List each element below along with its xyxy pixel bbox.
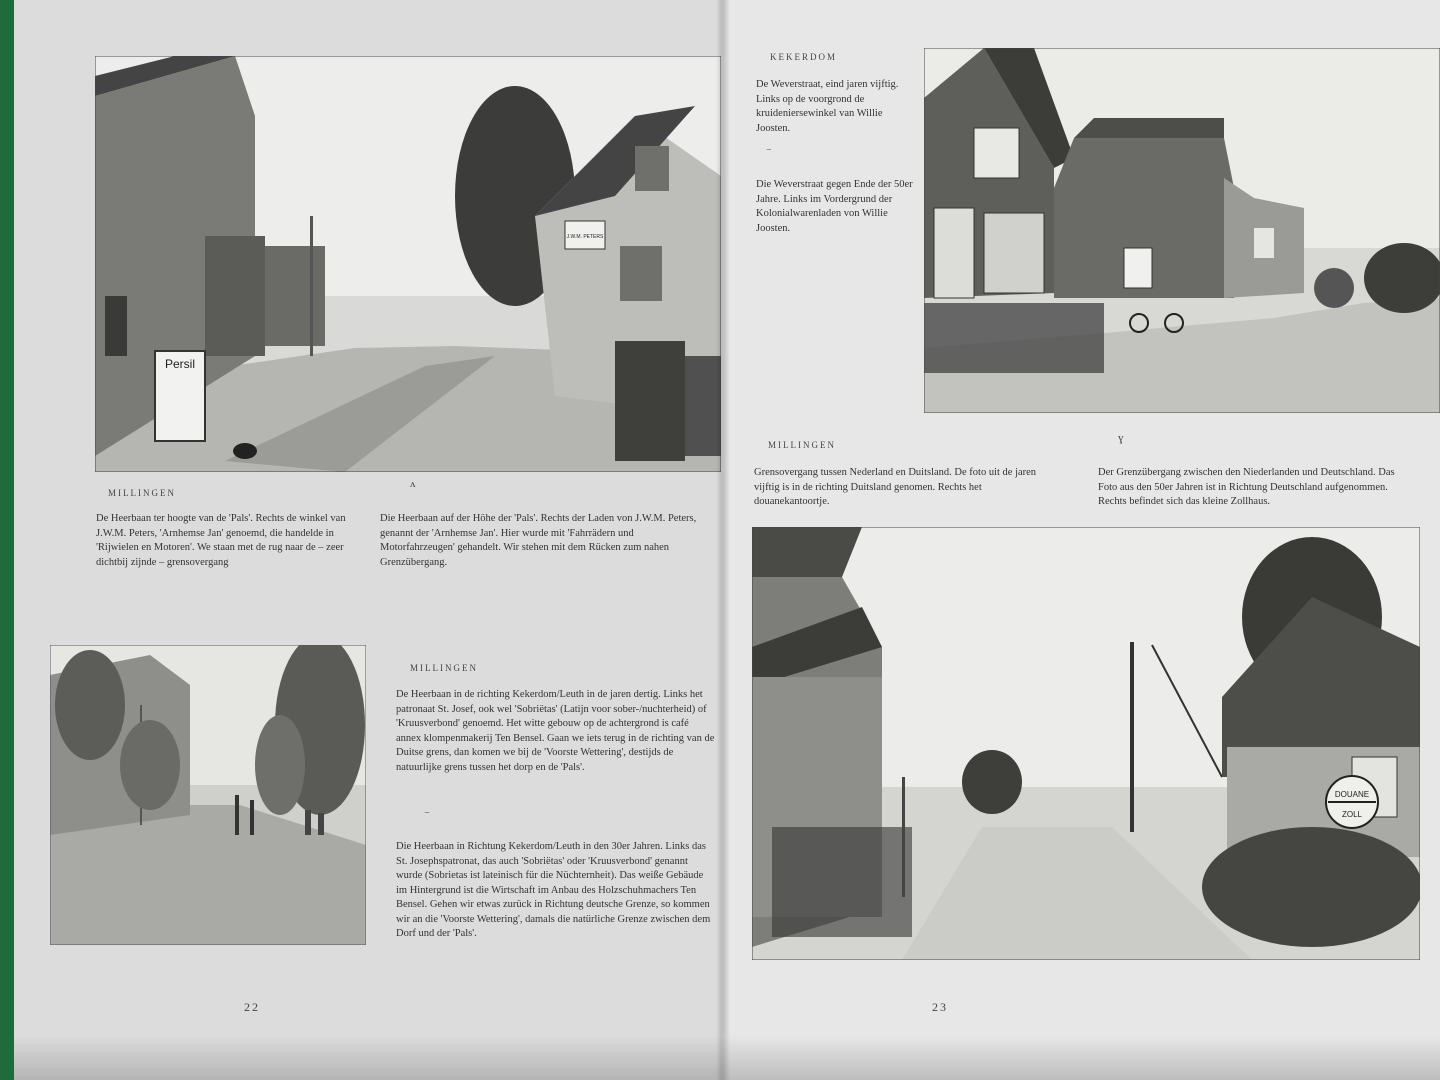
book-edge bbox=[0, 0, 14, 1080]
caption-de-heerbaan-kekerdom: Die Heerbaan in Richtung Kekerdom/Leuth in den 30er Jahren. Links das St. Josephspatronat, das auch 'Sobriëtas' oder 'Kruusverbond' genannt wurde (Sobrietas ist lateinisch für die Nüchternheit). Das weiße Gebäude im Hintergrund ist die Wirtschaft im Anbau des Holzschuhmachers Ten Bensel. Gehen wir etwas zurück in Richtung deutsche Grenze, so kommen wir an die 'Voorste Wettering', damals die natürliche Grenze zwischen dem Dorf und der 'Pals'. bbox=[396, 841, 711, 939]
separator-mark: ɣ bbox=[1118, 432, 1124, 444]
book-gutter bbox=[716, 0, 730, 1080]
right-page bbox=[722, 0, 1440, 1080]
peters-sign-text: J.W.M. PETERS bbox=[566, 234, 604, 240]
caption-nl-grensovergang: Grensovergang tussen Nederland en Duitsland. De foto uit de jaren vijftig is in de richting Duitsland genomen. Rechts het douanekantoortje. bbox=[754, 467, 1037, 507]
caption-nl-heerbaan-pals: De Heerbaan ter hoogte van de 'Pals'. Rechts de winkel van J.W.M. Peters, 'Arnhemse Jan' genoemd, die handelde in 'Rijwielen en Motoren'. We staan met de rug naar de – zeer dichtbij zijnde – grensovergang bbox=[96, 513, 346, 568]
caption-label-millingen-1: MILLINGEN bbox=[108, 488, 176, 498]
page-bottom-shadow bbox=[14, 1035, 1440, 1080]
photo-grensovergang bbox=[752, 527, 1420, 960]
caption-de-grenzuebergang: Der Grenzübergang zwischen den Niederlanden und Deutschland. Das Foto aus den 50er Jahren ist in Richtung Deutschland aufgenommen. Rechts befindet sich das kleine Zollhaus. bbox=[1098, 467, 1395, 507]
separator-mark: ⁻ bbox=[424, 809, 430, 821]
caption-label-kekerdom: KEKERDOM bbox=[770, 52, 837, 62]
zoll-sign-text: ZOLL bbox=[1341, 810, 1363, 819]
photo-heerbaan-pals bbox=[95, 56, 721, 472]
caption-label-millingen-2: MILLINGEN bbox=[410, 663, 478, 673]
left-page bbox=[14, 0, 722, 1080]
caption-de-heerbaan-pals: Die Heerbaan auf der Höhe der 'Pals'. Rechts der Laden von J.W.M. Peters, genannt der 'Arnhemse Jan'. Hier wurde mit 'Fahrrädern und Motorfahrzeugen' gehandelt. Wir stehen mit dem Rücken zum nahen Grenzübergang. bbox=[380, 513, 697, 568]
douane-sign-text: DOUANE bbox=[1334, 790, 1370, 799]
caption-de-weverstraat: Die Weverstraat gegen Ende der 50er Jahre. Links im Vordergrund der Kolonialwarenladen von Willie Joosten. bbox=[756, 179, 913, 234]
persil-sign-text: Persil bbox=[164, 357, 196, 371]
photo-heerbaan-kekerdom bbox=[50, 645, 366, 945]
separator-mark: ʌ bbox=[410, 478, 416, 490]
caption-label-millingen-3: MILLINGEN bbox=[768, 440, 836, 450]
photo-weverstraat bbox=[924, 48, 1440, 413]
caption-nl-heerbaan-kekerdom: De Heerbaan in de richting Kekerdom/Leuth in de jaren dertig. Links het patronaat St. Josef, ook wel 'Sobriëtas' (Latijn voor sober-/nuchterheid) of 'Kruusverbond' genoemd. Het witte gebouw op de achtergrond is café annex klompenmakerij Ten Bensel. Gaan we iets terug in de richting van de Duitse grens, dan komen we bij de 'Voorste Wettering', destijds de natuurlijke grens tussen het dorp en de 'Pals'. bbox=[396, 689, 715, 773]
caption-nl-weverstraat: De Weverstraat, eind jaren vijftig. Links op de voorgrond de kruideniersewinkel van Willie Joosten. bbox=[756, 79, 899, 134]
page-number-left: 22 bbox=[244, 1000, 260, 1014]
page-number-right: 23 bbox=[932, 1000, 948, 1014]
separator-mark: ⁻ bbox=[766, 146, 772, 158]
